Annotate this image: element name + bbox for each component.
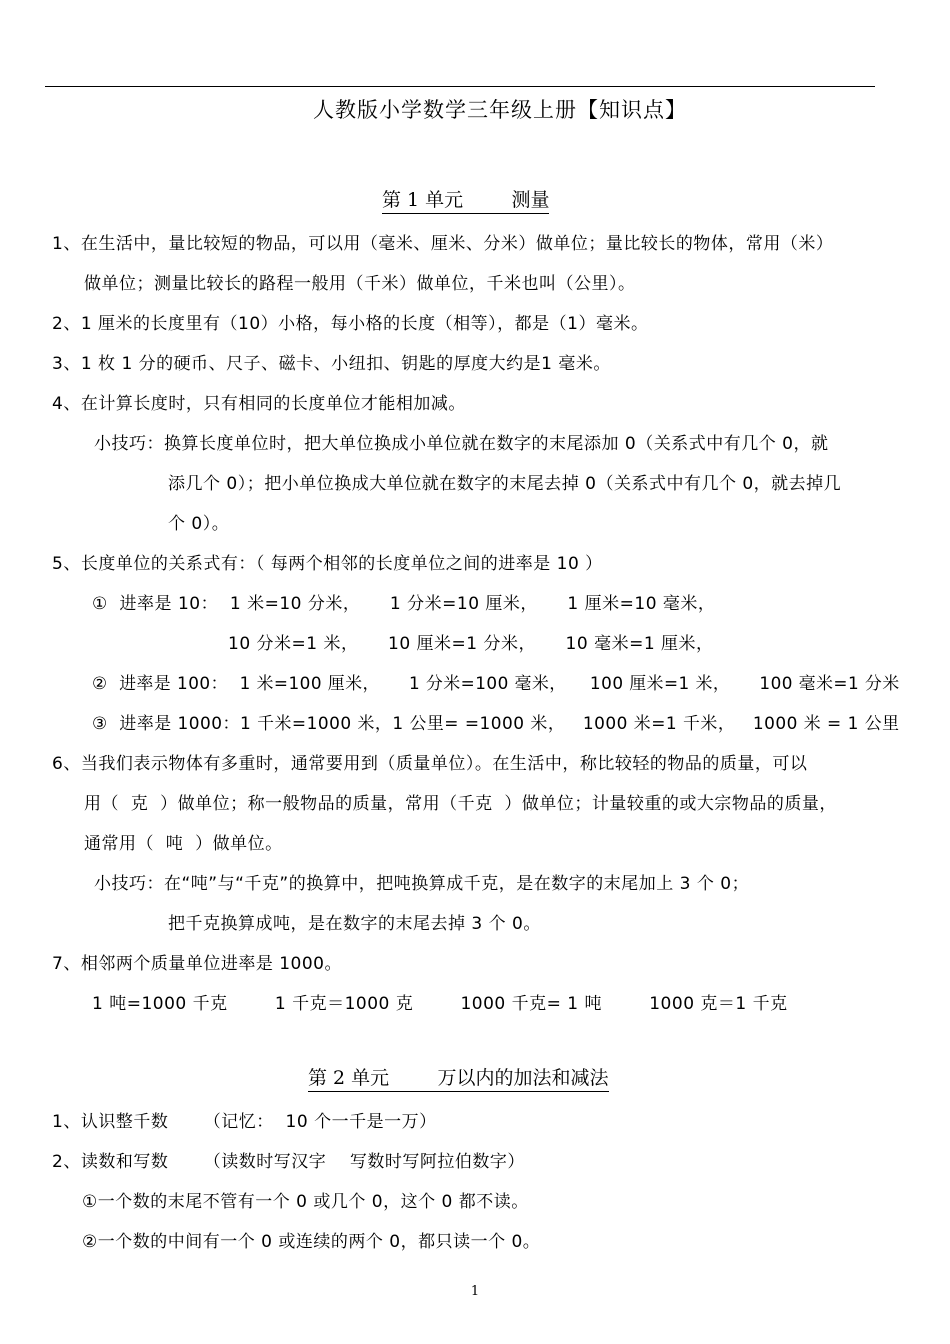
unit1-tip-5: 把千克换算成吨，是在数字的末尾去掉 3 个 0。 <box>168 914 541 934</box>
header-rule <box>45 86 875 87</box>
unit1-tip-2: 添几个 0）；把小单位换成大单位就在数字的末尾去掉 0（关系式中有几个 0，就去掉几 <box>168 474 842 494</box>
unit1-line-10: 7、相邻两个质量单位进率是 1000。 <box>52 954 342 974</box>
unit1-line-1: 1、在生活中，量比较短的物品，可以用（毫米、厘米、分米）做单位；量比较长的物体，常用（米） <box>52 234 834 254</box>
unit1-line-6: 5、长度单位的关系式有：（ 每两个相邻的长度单位之间的进率是 10 ） <box>52 554 603 574</box>
unit1-line-2: 做单位；测量比较长的路程一般用（千米）做单位，千米也叫（公里）。 <box>84 274 636 294</box>
unit1-line-7: 6、当我们表示物体有多重时，通常要用到（质量单位）。在生活中，称比较轻的物品的质量，可以 <box>52 754 808 774</box>
unit1-line-3: 2、1 厘米的长度里有（10）小格，每小格的长度（相等），都是（1）毫米。 <box>52 314 649 334</box>
unit1-line-5: 4、在计算长度时，只有相同的长度单位才能相加减。 <box>52 394 466 414</box>
page-number: 1 <box>470 1284 480 1299</box>
unit1-rate-10-a: ① 进率是 10： 1 米=10 分米， 1 分米=10 厘米， 1 厘米=10 毫米， <box>92 594 716 614</box>
unit2-heading: 第 2 单元 万以内的加法和减法 <box>308 1066 609 1092</box>
unit1-tip-3: 个 0）。 <box>168 514 230 534</box>
unit1-line-8: 用（ 克 ）做单位；称一般物品的质量，常用（千克 ）做单位；计量较重的或大宗物品的质量， <box>84 794 837 814</box>
unit1-tip-4: 小技巧：在“吨”与“千克”的换算中，把吨换算成千克，是在数字的末尾加上 3 个 0； <box>94 874 750 894</box>
unit1-mass-equations: 1 吨=1000 千克 1 千克＝1000 克 1000 千克= 1 吨 1000 克＝1 千克 <box>92 994 788 1014</box>
unit1-tip-1: 小技巧：换算长度单位时，把大单位换成小单位就在数字的末尾添加 0（关系式中有几个 0，就 <box>94 434 829 454</box>
unit1-line-4: 3、1 枚 1 分的硬币、尺子、磁卡、小纽扣、钥匙的厚度大约是1 毫米。 <box>52 354 611 374</box>
document-title: 人教版小学数学三年级上册【知识点】 <box>313 98 687 122</box>
unit1-rate-1000: ③ 进率是 1000：1 千米=1000 米，1 公里= =1000 米， 1000 米=1 千米， 1000 米 = 1 公里 <box>92 714 900 734</box>
unit1-line-9: 通常用（ 吨 ）做单位。 <box>84 834 283 854</box>
unit2-line-4: ②一个数的中间有一个 0 或连续的两个 0，都只读一个 0。 <box>82 1232 541 1252</box>
unit2-line-1: 1、认识整千数 （记忆： 10 个一千是一万） <box>52 1112 437 1132</box>
unit1-heading: 第 1 单元 测量 <box>382 188 549 214</box>
unit2-line-3: ①一个数的末尾不管有一个 0 或几个 0，这个 0 都不读。 <box>82 1192 529 1212</box>
unit1-rate-10-b: 10 分米=1 米， 10 厘米=1 分米， 10 毫米=1 厘米， <box>228 634 714 654</box>
unit2-line-2: 2、读数和写数 （读数时写汉字 写数时写阿拉伯数字） <box>52 1152 525 1172</box>
unit1-rate-100: ② 进率是 100： 1 米=100 厘米， 1 分米=100 毫米， 100 厘米=1 米， 100 毫米=1 分米 <box>92 674 900 694</box>
